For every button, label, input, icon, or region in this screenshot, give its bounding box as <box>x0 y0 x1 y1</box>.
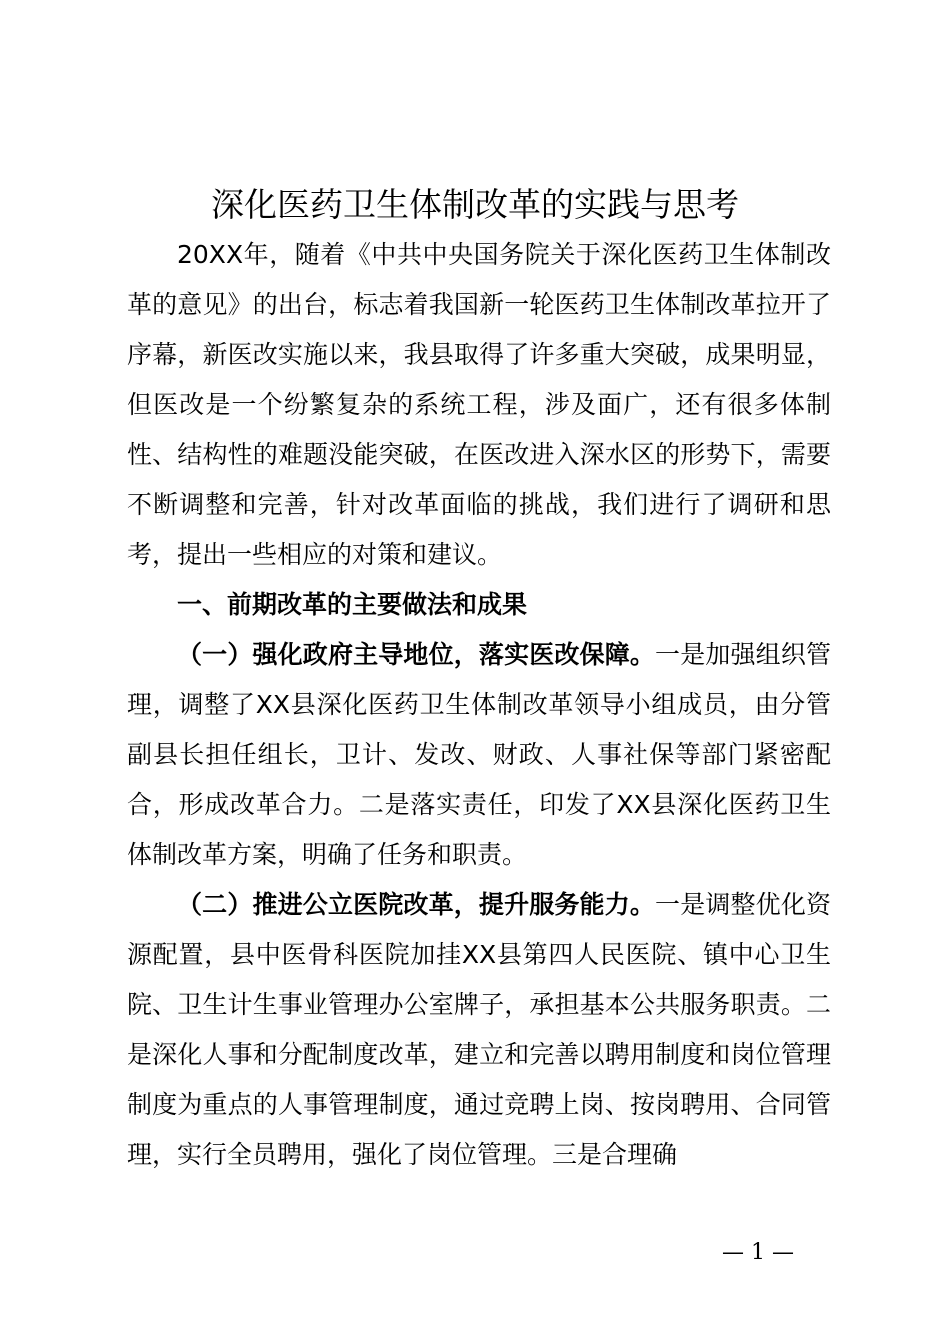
subsection-2-paragraph <box>127 880 831 1180</box>
intro-paragraph: 20XX年，随着《中共中央国务院关于深化医药卫生体制改革的意见》的出台，标志着我国新一轮医药卫生体制改革拉开了序幕，新医改实施以来，我县取得了许多重大突破，成果明显，但医改是一个纷繁复杂的系统工程，涉及面广，还有很多体制性、结构性的难题没能突破，在医改进入深水区的形势下，需要不断调整和完善，针对改革面临的挑战，我们进行了调研和思考，提出一些相应的对策和建议。 <box>127 240 831 569</box>
subsection-1-heading: （一）强化政府主导地位，落实医改保障。 <box>177 640 656 669</box>
subsection-2-body: 一是调整优化资源配置，县中医骨科医院加挂XX县第四人民医院、镇中心卫生院、卫生计生事业管理办公室牌子，承担基本公共服务职责。二是深化人事和分配制度改革，建立和完善以聘用制度和岗位管理制度为重点的人事管理制度，通过竞聘上岗、按岗聘用、合同管理，实行全员聘用，强化了岗位管理。三是合理确 <box>127 890 831 1169</box>
document-title: 深化医药卫生体制改革的实践与思考 <box>211 185 739 224</box>
section-heading: 一、前期改革的主要做法和成果 <box>177 590 528 619</box>
subsection-1-body: 一是加强组织管理，调整了XX县深化医药卫生体制改革领导小组成员，由分管副县长担任组长，卫计、发改、财政、人事社保等部门紧密配合，形成改革合力。二是落实责任，印发了XX县深化医药卫生体制改革方案，明确了任务和职责。 <box>127 640 831 869</box>
page-number: — 1 — <box>722 1240 794 1265</box>
subsection-2-heading: （二）推进公立医院改革，提升服务能力。 <box>177 890 656 919</box>
subsection-1-paragraph <box>127 630 831 880</box>
